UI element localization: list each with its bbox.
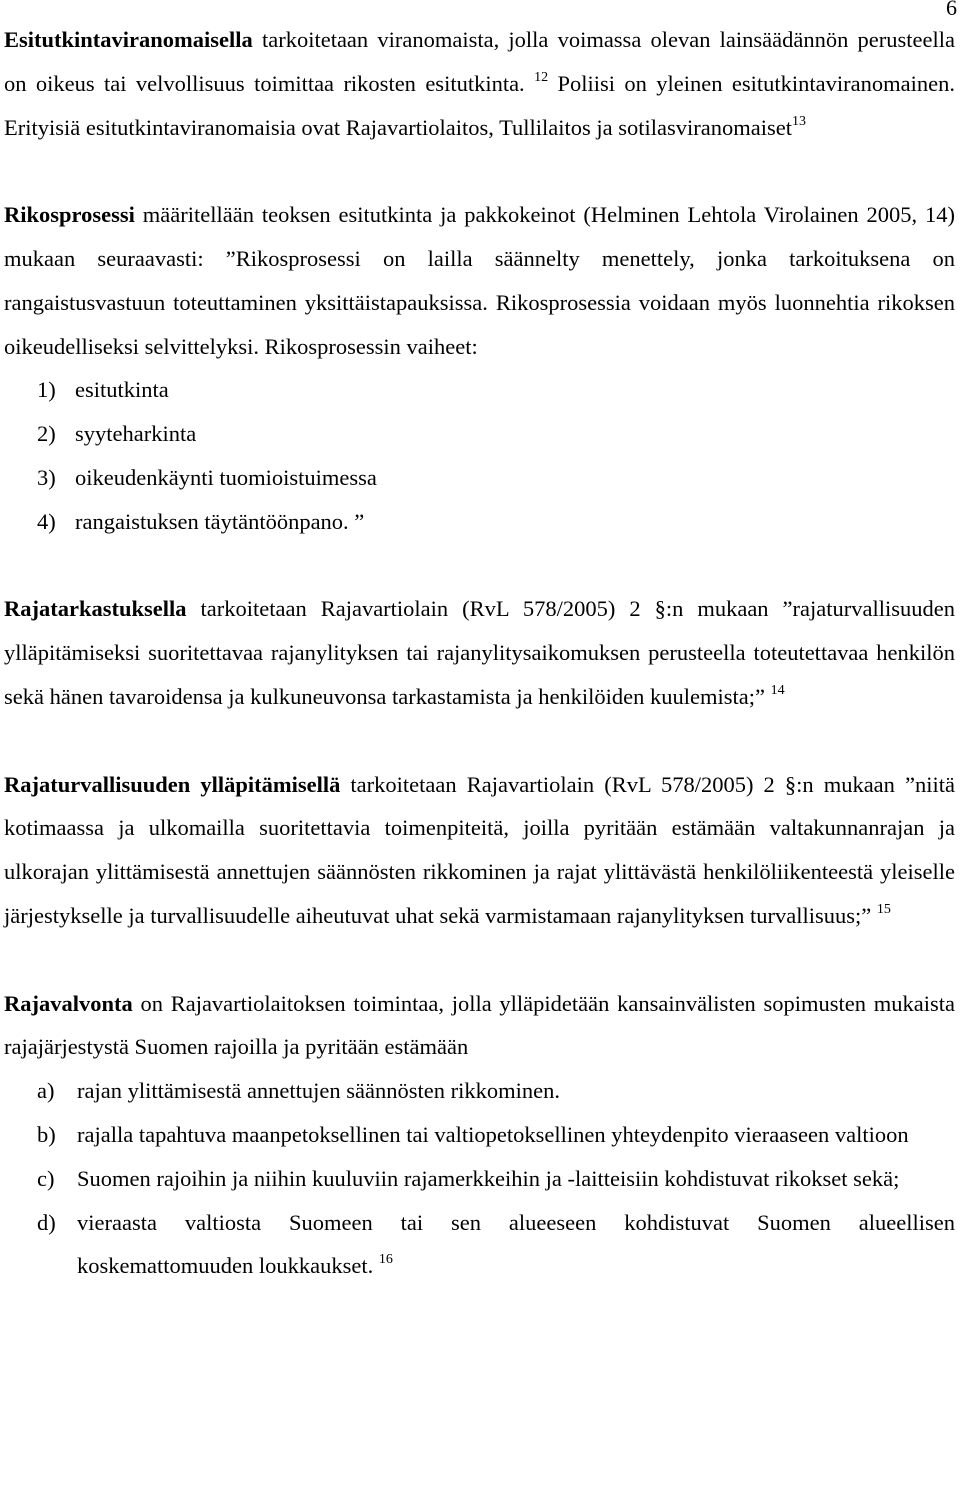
list-item [4,1069,955,1113]
list-item-text: syyteharkinta [75,421,197,447]
page-number: 6 [946,0,957,20]
list-item-text-content: vieraasta valtiosta Suomeen tai sen alueeseen kohdistuvat Suomen alueellisen koskemattomuuden loukkaukset. [77,1209,955,1279]
rajavalvonta-list [4,1069,955,1288]
list-item-text [77,1201,955,1289]
term-rajatarkastus: Rajatarkastuksella [4,596,187,622]
term-rajaturvallisuus: Rajaturvallisuuden ylläpitämisellä [4,771,341,797]
paragraph-esitutkintaviranomainen [4,18,955,149]
document-body [4,18,955,1288]
paragraph-text: tarkoitetaan Rajavartiolain (RvL 578/2005) 2 §:n mukaan ”niitä kotimaassa ja ulkomailla suoritettavia toimenpiteitä, joilla pyritään estämään valtakunnanrajan ja ulkorajan ylittämisestä annettujen säännösten rikkominen ja rajat ylittävästä henkilöliikenteestä yleiselle järjestykselle ja turvallisuudelle aiheutuvat uhat sekä varmistamaan rajanylityksen turvallisuus;” [4,771,955,928]
rikosprosessi-stages-list [4,368,955,543]
list-item [4,368,955,412]
term-rajavalvonta: Rajavalvonta [4,990,133,1016]
term-rikosprosessi: Rikosprosessi [4,202,135,228]
list-marker: 4) [37,508,56,534]
paragraph-rajaturvallisuus [4,763,955,938]
list-item [4,1113,955,1157]
paragraph-text: Poliisi on yleinen esitutkintaviranomainen. Erityisiä esitutkintaviranomaisia ovat Rajavartiolaitos, Tullilaitos ja sotilasviranomaiset [4,70,955,140]
list-item [4,456,955,500]
paragraph-rajavalvonta [4,982,955,1070]
paragraph-text: tarkoitetaan viranomaista, jolla voimassa olevan lainsäädännön perusteella on oikeus tai velvollisuus toimittaa rikosten esitutkinta. [4,27,955,96]
list-marker: c) [37,1165,55,1191]
list-marker: a) [37,1078,55,1104]
paragraph-text: määritellään teoksen esitutkinta ja pakkokeinot (Helminen Lehtola Virolainen 2005, 14) mukaan seuraavasti: ”Rikosprosessi on lailla säännelty menettely, jonka tarkoituksena on rangaistusvastuun toteuttaminen yksittäistapauksissa. Rikosprosessia voidaan myös luonnehtia rikoksen oikeudelliseksi selvittelyksi. Rikosprosessin vaiheet: [4,202,955,359]
list-item-text: rajan ylittämisestä annettujen säännösten rikkominen. [77,1078,560,1104]
footnote-ref: 14 [770,682,785,698]
list-item [4,1157,955,1201]
list-item-text: Suomen rajoihin ja niihin kuuluviin rajamerkkeihin ja -laitteisiin kohdistuvat rikokset sekä; [77,1165,900,1191]
paragraph-text: tarkoitetaan Rajavartiolain (RvL 578/2005) 2 §:n mukaan ”rajaturvallisuuden ylläpitämiseksi suoritettavaa rajanylityksen tai rajanylitysaikomuksen perusteella toteutettavaa henkilön sekä hänen tavaroidensa ja kulkuneuvonsa tarkastamista ja henkilöiden kuulemista;” [4,596,955,709]
footnote-ref: 15 [876,901,891,917]
footnote-ref: 16 [378,1252,393,1268]
footnote-ref: 12 [534,69,549,85]
footnote-ref: 13 [792,113,807,129]
list-marker: 1) [37,377,56,403]
list-item-text: oikeudenkäynti tuomioistuimessa [75,464,377,490]
list-item-text: rangaistuksen täytäntöönpano. ” [75,508,365,534]
term-esitutkintaviranomainen: Esitutkintaviranomaisella [4,27,253,52]
list-item [4,500,955,544]
list-marker: 2) [37,421,56,447]
paragraph-rajatarkastus [4,587,955,718]
list-item [4,1201,955,1289]
paragraph-text: on Rajavartiolaitoksen toimintaa, jolla ylläpidetään kansainvälisten sopimusten mukaista rajajärjestystä Suomen rajoilla ja pyritään estämään [4,990,955,1060]
list-marker: d) [37,1209,56,1235]
list-item-text: esitutkinta [75,377,169,403]
list-marker: 3) [37,464,56,490]
paragraph-rikosprosessi [4,193,955,368]
list-item-text: rajalla tapahtuva maanpetoksellinen tai valtiopetoksellinen yhteydenpito vieraaseen valtioon [77,1121,909,1147]
list-item [4,412,955,456]
list-marker: b) [37,1121,56,1147]
